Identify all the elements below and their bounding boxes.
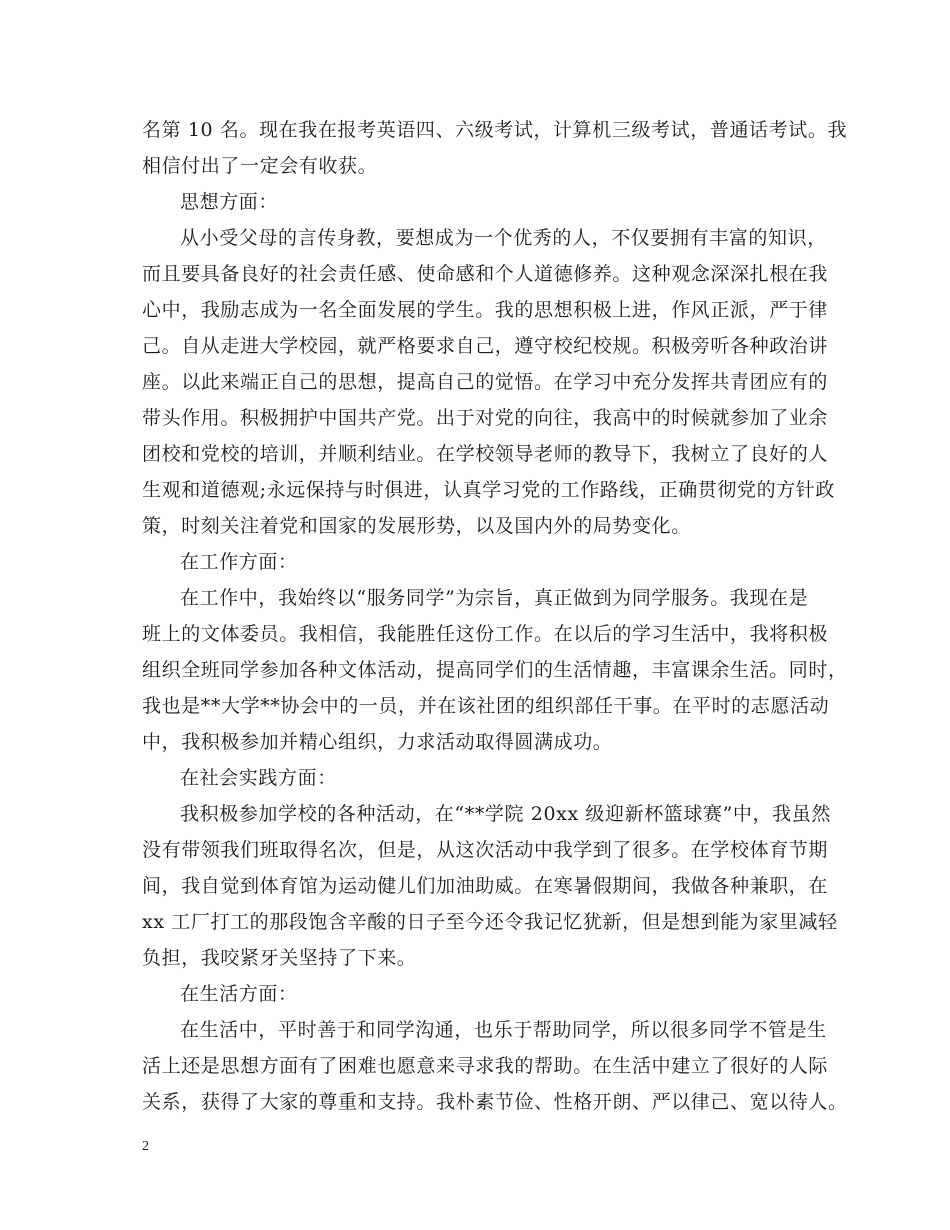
- text-line: 策，时刻关注着党和国家的发展形势，以及国内外的局势变化。: [142, 515, 691, 537]
- section-heading: 在生活方面：: [180, 983, 298, 1005]
- text-line: 间，我自觉到体育馆为运动健儿们加油助威。在寒暑假期间，我做各种兼职，在: [142, 875, 829, 897]
- text-line: 班上的文体委员。我相信，我能胜任这份工作。在以后的学习生活中，我将积极: [142, 623, 829, 645]
- text-line: 我也是**大学**协会中的一员，并在该社团的组织部任干事。在平时的志愿活动: [142, 695, 830, 717]
- text-line: 而且要具备良好的社会责任感、使命感和个人道德修养。这种观念深深扎根在我: [142, 263, 829, 285]
- text-line: 关系，获得了大家的尊重和支持。我朴素节俭、性格开朗、严以律己、宽以待人。: [142, 1091, 848, 1113]
- text-line: 带头作用。积极拥护中国共产党。出于对党的向往，我高中的时候就参加了业余: [142, 407, 829, 429]
- text-line: 己。自从走进大学校园，就严格要求自己，遵守校纪校规。积极旁听各种政治讲: [142, 335, 829, 357]
- text-line: 活上还是思想方面有了困难也愿意来寻求我的帮助。在生活中建立了很好的人际: [142, 1055, 829, 1077]
- text-line: 团校和党校的培训，并顺利结业。在学校领导老师的教导下，我树立了良好的人: [142, 443, 829, 465]
- text-line: 在工作中，我始终以“服务同学”为宗旨，真正做到为同学服务。我现在是: [180, 587, 809, 609]
- text-line: 从小受父母的言传身教，要想成为一个优秀的人，不仅要拥有丰富的知识，: [180, 227, 827, 249]
- section-heading: 在工作方面：: [180, 551, 298, 573]
- section-heading: 思想方面：: [180, 191, 279, 213]
- section-heading: 在社会实践方面：: [180, 767, 337, 789]
- text-line: 负担，我咬紧牙关坚持了下来。: [142, 947, 417, 969]
- text-line: 没有带领我们班取得名次，但是，从这次活动中我学到了很多。在学校体育节期: [142, 839, 829, 861]
- text-line: 名第 10 名。现在我在报考英语四、六级考试，计算机三级考试，普通话考试。我: [142, 119, 848, 141]
- text-line: 生观和道德观;永远保持与时俱进，认真学习党的工作路线，正确贯彻党的方针政: [142, 479, 836, 501]
- text-line: 座。以此来端正自己的思想，提高自己的觉悟。在学习中充分发挥共青团应有的: [142, 371, 829, 393]
- text-line: 相信付出了一定会有收获。: [142, 155, 378, 177]
- text-line: 在生活中，平时善于和同学沟通，也乐于帮助同学，所以很多同学不管是生: [180, 1019, 827, 1041]
- text-line: 我积极参加学校的各种活动，在“**学院 20xx 级迎新杯篮球赛”中，我虽然: [180, 803, 831, 825]
- text-line: xx 工厂打工的那段饱含辛酸的日子至今还令我记忆犹新，但是想到能为家里减轻: [142, 911, 838, 933]
- text-line: 心中，我励志成为一名全面发展的学生。我的思想积极上进，作风正派，严于律: [142, 299, 829, 321]
- text-line: 组织全班同学参加各种文体活动，提高同学们的生活情趣，丰富课余生活。同时，: [142, 659, 848, 681]
- text-line: 中，我积极参加并精心组织，力求活动取得圆满成功。: [142, 731, 613, 753]
- page-number: 2: [142, 1139, 149, 1154]
